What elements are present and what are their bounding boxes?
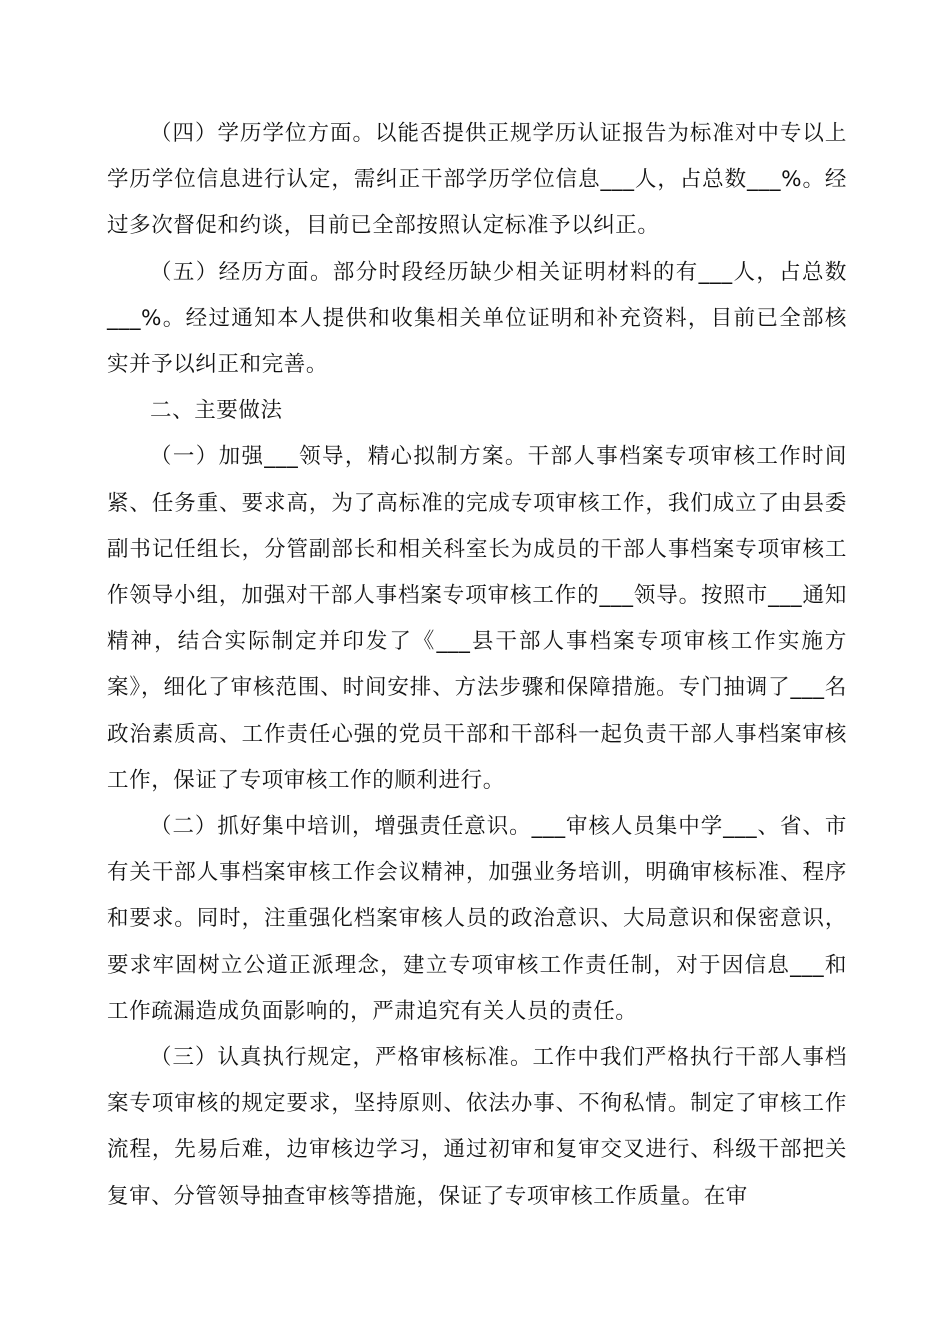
paragraph-leadership: （一）加强___领导，精心拟制方案。干部人事档案专项审核工作时间紧、任务重、要求高，为了高标准的完成专项审核工作，我们成立了由县委副书记任组长，分管副部长和相关科室长为成员的干部人事档案专项审核工作领导小组，加强对干部人事档案专项审核工作的___领导。按照市___通知精神，结合实际制定并印发了《___县干部人事档案专项审核工作实施方案》，细化了审核范围、时间安排、方法步骤和保障措施。专门抽调了___名政治素质高、工作责任心强的党员干部和干部科一起负责干部人事档案审核工作，保证了专项审核工作的顺利进行。 bbox=[107, 444, 847, 793]
paragraph-education: （四）学历学位方面。以能否提供正规学历认证报告为标准对中专以上学历学位信息进行认定，需纠正干部学历学位信息___人，占总数___%。经过多次督促和约谈，目前已全部按照认定标准予以纠正。 bbox=[107, 121, 847, 239]
paragraph-experience: （五）经历方面。部分时段经历缺少相关证明材料的有___人，占总数___%。经过通知本人提供和收集相关单位证明和补充资料，目前已全部核实并予以纠正和完善。 bbox=[107, 259, 847, 378]
paragraph-standards: （三）认真执行规定，严格审核标准。工作中我们严格执行干部人事档案专项审核的规定要求，坚持原则、依法办事、不徇私情。制定了审核工作流程，先易后难，边审核边学习，通过初审和复审交叉进行、科级干部把关复审、分管领导抽查审核等措施，保证了专项审核工作质量。在审 bbox=[107, 1045, 847, 1209]
section-heading-main-practices: 二、主要做法 bbox=[150, 398, 283, 424]
document-body bbox=[107, 111, 847, 1220]
paragraph-training: （二）抓好集中培训，增强责任意识。___审核人员集中学___、省、市有关干部人事档案审核工作会议精神，加强业务培训，明确审核标准、程序和要求。同时，注重强化档案审核人员的政治意识、大局意识和保密意识，要求牢固树立公道正派理念，建立专项审核工作责任制，对于因信息___和工作疏漏造成负面影响的，严肃追究有关人员的责任。 bbox=[107, 814, 847, 1024]
